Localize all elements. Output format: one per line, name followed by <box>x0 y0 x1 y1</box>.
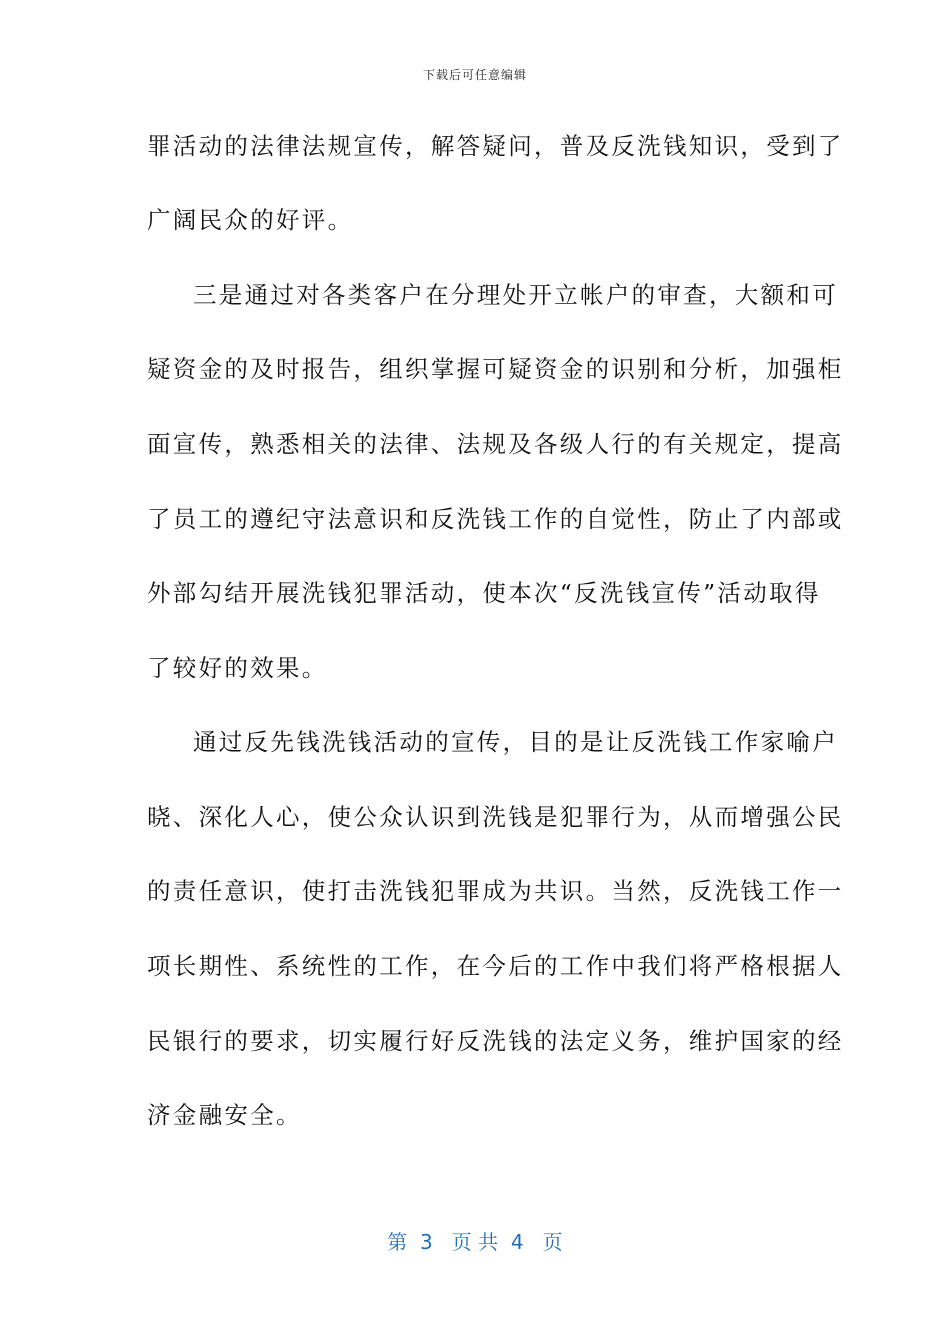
page-number-footer: 第 3 页 共 4 页 <box>387 1230 563 1254</box>
paragraph-start-line: 三是通过对各类客户在分理处开立帐户的审查，大额和可 <box>193 281 838 309</box>
page-header-note: 下载后可任意编辑 <box>422 68 527 82</box>
text-line: 了员工的遵纪守法意识和反洗钱工作的自觉性，防止了内部或 <box>147 505 844 533</box>
paragraph-start-line: 通过反先钱洗钱活动的宣传，目的是让反洗钱工作家喻户 <box>193 728 838 756</box>
text-line: 晓、深化人心，使公众认识到洗钱是犯罪行为，从而增强公民 <box>147 803 844 831</box>
text-line: 疑资金的及时报告，组织掌握可疑资金的识别和分析，加强柜 <box>147 355 844 383</box>
text-line: 外部勾结开展洗钱犯罪活动，使本次“反洗钱宣传”活动取得 <box>147 579 821 607</box>
text-line: 民银行的要求，切实履行好反洗钱的法定义务，维护国家的经 <box>147 1027 844 1055</box>
text-line: 广阔民众的好评。 <box>147 206 354 234</box>
text-line: 项长期性、系统性的工作，在今后的工作中我们将严格根据人 <box>147 952 844 980</box>
text-line: 罪活动的法律法规宣传，解答疑问，普及反洗钱知识，受到了 <box>147 132 844 160</box>
text-line: 了较好的效果。 <box>147 654 328 682</box>
text-line: 面宣传，熟悉相关的法律、法规及各级人行的有关规定，提高 <box>147 430 844 458</box>
text-line: 的责任意识，使打击洗钱犯罪成为共识。当然，反洗钱工作一 <box>147 877 844 905</box>
text-line: 济金融安全。 <box>147 1101 302 1129</box>
